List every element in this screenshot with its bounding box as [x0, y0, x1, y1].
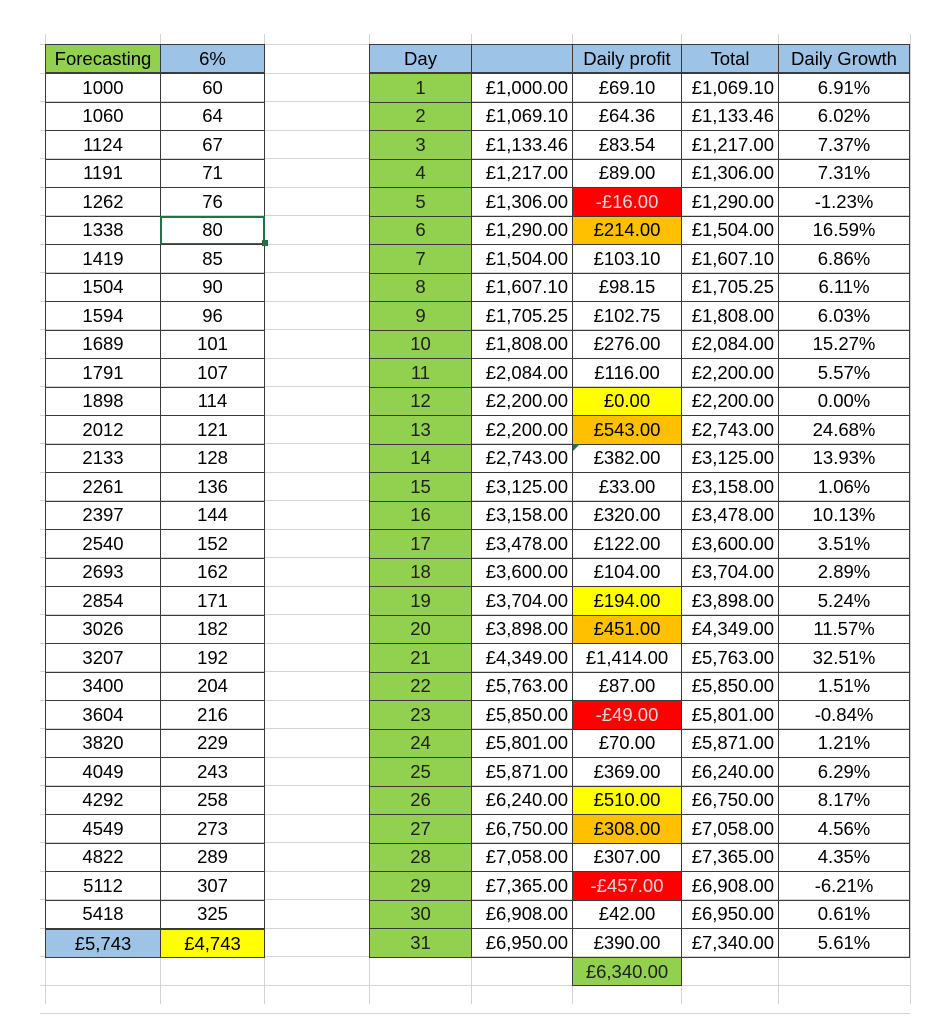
- daily-growth-cell[interactable]: 1.51%: [778, 672, 910, 702]
- percent-cell[interactable]: 273: [160, 814, 265, 844]
- total-cell[interactable]: £1,069.10: [681, 73, 779, 103]
- daily-profit-cell[interactable]: -£16.00: [572, 187, 682, 217]
- daily-growth-cell[interactable]: 6.91%: [778, 73, 910, 103]
- daily-profit-cell[interactable]: £1,414.00: [572, 643, 682, 673]
- forecast-cell[interactable]: 3820: [45, 729, 161, 759]
- day-cell[interactable]: 15: [369, 472, 472, 502]
- forecast-cell[interactable]: 2133: [45, 444, 161, 474]
- forecast-cell[interactable]: 4549: [45, 814, 161, 844]
- daily-profit-cell[interactable]: £307.00: [572, 843, 682, 873]
- start-balance-cell[interactable]: £1,705.25: [471, 301, 573, 331]
- total-cell[interactable]: £3,125.00: [681, 444, 779, 474]
- day-cell[interactable]: 23: [369, 700, 472, 730]
- start-balance-cell[interactable]: £1,217.00: [471, 159, 573, 189]
- forecast-cell[interactable]: 1898: [45, 387, 161, 417]
- start-balance-cell[interactable]: £1,000.00: [471, 73, 573, 103]
- forecast-cell[interactable]: 4049: [45, 757, 161, 787]
- daily-growth-cell[interactable]: 6.03%: [778, 301, 910, 331]
- total-cell[interactable]: £6,908.00: [681, 871, 779, 901]
- cell-note-indicator: [573, 444, 580, 451]
- start-balance-cell[interactable]: £2,084.00: [471, 358, 573, 388]
- header-total[interactable]: Total: [681, 44, 779, 73]
- forecast-cell[interactable]: 3400: [45, 672, 161, 702]
- daily-growth-cell[interactable]: 5.61%: [778, 928, 910, 958]
- day-cell[interactable]: 7: [369, 244, 472, 274]
- total-cell[interactable]: £1,306.00: [681, 159, 779, 189]
- daily-profit-cell[interactable]: £64.36: [572, 102, 682, 132]
- daily-profit-cell[interactable]: £33.00: [572, 472, 682, 502]
- daily-growth-cell[interactable]: -1.23%: [778, 187, 910, 217]
- total-cell[interactable]: £1,290.00: [681, 187, 779, 217]
- forecast-cell[interactable]: 1124: [45, 130, 161, 160]
- daily-growth-cell[interactable]: 15.27%: [778, 330, 910, 360]
- day-cell[interactable]: 29: [369, 871, 472, 901]
- daily-growth-cell[interactable]: 16.59%: [778, 216, 910, 246]
- daily-profit-cell[interactable]: £89.00: [572, 159, 682, 189]
- day-cell[interactable]: 12: [369, 387, 472, 417]
- day-cell[interactable]: 31: [369, 928, 472, 958]
- total-cell[interactable]: £3,704.00: [681, 558, 779, 588]
- start-balance-cell[interactable]: £3,704.00: [471, 586, 573, 616]
- header-daily-profit[interactable]: Daily profit: [572, 44, 682, 73]
- forecast-cell[interactable]: 1791: [45, 358, 161, 388]
- start-balance-cell[interactable]: £3,478.00: [471, 529, 573, 559]
- day-cell[interactable]: 18: [369, 558, 472, 588]
- forecast-cell[interactable]: 2012: [45, 415, 161, 445]
- day-cell[interactable]: 25: [369, 757, 472, 787]
- percent-cell[interactable]: 152: [160, 529, 265, 559]
- percent-cell[interactable]: 128: [160, 444, 265, 474]
- percent-cell[interactable]: 107: [160, 358, 265, 388]
- selection-fill-handle[interactable]: [262, 240, 268, 246]
- daily-growth-cell[interactable]: 10.13%: [778, 501, 910, 531]
- total-cell[interactable]: £7,058.00: [681, 814, 779, 844]
- day-cell[interactable]: 5: [369, 187, 472, 217]
- forecast-cell[interactable]: 3026: [45, 615, 161, 645]
- daily-growth-cell[interactable]: 5.57%: [778, 358, 910, 388]
- total-cell[interactable]: £1,808.00: [681, 301, 779, 331]
- forecast-cell[interactable]: 1504: [45, 273, 161, 303]
- daily-growth-cell[interactable]: 11.57%: [778, 615, 910, 645]
- day-cell[interactable]: 14: [369, 444, 472, 474]
- total-cell[interactable]: £6,240.00: [681, 757, 779, 787]
- daily-growth-cell[interactable]: 6.86%: [778, 244, 910, 274]
- percent-cell[interactable]: 76: [160, 187, 265, 217]
- header-daily-growth[interactable]: Daily Growth: [778, 44, 910, 73]
- daily-profit-cell[interactable]: £308.00: [572, 814, 682, 844]
- percent-cell[interactable]: 258: [160, 786, 265, 816]
- daily-profit-cell[interactable]: £543.00: [572, 415, 682, 445]
- forecast-cell[interactable]: 4292: [45, 786, 161, 816]
- day-cell[interactable]: 21: [369, 643, 472, 673]
- forecast-cell[interactable]: 2540: [45, 529, 161, 559]
- start-balance-cell[interactable]: £5,801.00: [471, 729, 573, 759]
- percent-cell[interactable]: 64: [160, 102, 265, 132]
- total-cell[interactable]: £2,084.00: [681, 330, 779, 360]
- total-cell[interactable]: £4,349.00: [681, 615, 779, 645]
- percent-cell[interactable]: 96: [160, 301, 265, 331]
- daily-growth-cell[interactable]: 6.02%: [778, 102, 910, 132]
- start-balance-cell[interactable]: £5,850.00: [471, 700, 573, 730]
- header-percent[interactable]: 6%: [160, 44, 265, 73]
- day-cell[interactable]: 26: [369, 786, 472, 816]
- daily-profit-cell[interactable]: £451.00: [572, 615, 682, 645]
- daily-profit-cell[interactable]: £87.00: [572, 672, 682, 702]
- daily-profit-cell[interactable]: £214.00: [572, 216, 682, 246]
- daily-growth-cell[interactable]: 5.24%: [778, 586, 910, 616]
- start-balance-cell[interactable]: £1,504.00: [471, 244, 573, 274]
- header-start-balance[interactable]: [471, 44, 573, 73]
- start-balance-cell[interactable]: £5,763.00: [471, 672, 573, 702]
- total-cell[interactable]: £3,478.00: [681, 501, 779, 531]
- day-cell[interactable]: 3: [369, 130, 472, 160]
- forecast-cell[interactable]: 1594: [45, 301, 161, 331]
- daily-growth-cell[interactable]: 32.51%: [778, 643, 910, 673]
- day-cell[interactable]: 22: [369, 672, 472, 702]
- forecast-cell[interactable]: 2693: [45, 558, 161, 588]
- start-balance-cell[interactable]: £3,898.00: [471, 615, 573, 645]
- daily-profit-cell[interactable]: £320.00: [572, 501, 682, 531]
- day-cell[interactable]: 30: [369, 900, 472, 930]
- daily-profit-cell[interactable]: £102.75: [572, 301, 682, 331]
- percent-cell[interactable]: 307: [160, 871, 265, 901]
- forecast-cell[interactable]: 3604: [45, 700, 161, 730]
- daily-growth-cell[interactable]: 3.51%: [778, 529, 910, 559]
- total-cell[interactable]: £6,950.00: [681, 900, 779, 930]
- percent-cell[interactable]: 60: [160, 73, 265, 103]
- day-cell[interactable]: 4: [369, 159, 472, 189]
- percent-cell[interactable]: 289: [160, 843, 265, 873]
- forecast-cell[interactable]: 5418: [45, 900, 161, 930]
- start-balance-cell[interactable]: £7,365.00: [471, 871, 573, 901]
- daily-growth-cell[interactable]: 7.37%: [778, 130, 910, 160]
- total-cell[interactable]: £6,750.00: [681, 786, 779, 816]
- daily-profit-cell[interactable]: £83.54: [572, 130, 682, 160]
- forecast-cell[interactable]: 1338: [45, 216, 161, 246]
- daily-growth-cell[interactable]: 2.89%: [778, 558, 910, 588]
- daily-profit-cell[interactable]: £122.00: [572, 529, 682, 559]
- day-cell[interactable]: 16: [369, 501, 472, 531]
- percent-cell[interactable]: 114: [160, 387, 265, 417]
- forecast-cell[interactable]: 1419: [45, 244, 161, 274]
- start-balance-cell[interactable]: £3,125.00: [471, 472, 573, 502]
- day-cell[interactable]: 8: [369, 273, 472, 303]
- percent-cell[interactable]: 144: [160, 501, 265, 531]
- percent-cell[interactable]: 90: [160, 273, 265, 303]
- gridline-horizontal: [40, 985, 910, 986]
- forecast-cell[interactable]: 4822: [45, 843, 161, 873]
- day-cell[interactable]: 11: [369, 358, 472, 388]
- day-cell[interactable]: 27: [369, 814, 472, 844]
- start-balance-cell[interactable]: £6,950.00: [471, 928, 573, 958]
- daily-profit-cell[interactable]: £70.00: [572, 729, 682, 759]
- day-cell[interactable]: 13: [369, 415, 472, 445]
- forecast-cell[interactable]: 1060: [45, 102, 161, 132]
- daily-profit-cell[interactable]: -£457.00: [572, 871, 682, 901]
- daily-profit-cell[interactable]: £103.10: [572, 244, 682, 274]
- total-cell[interactable]: £3,158.00: [681, 472, 779, 502]
- daily-growth-cell[interactable]: 7.31%: [778, 159, 910, 189]
- start-balance-cell[interactable]: £2,200.00: [471, 415, 573, 445]
- total-cell[interactable]: £5,871.00: [681, 729, 779, 759]
- total-cell[interactable]: £5,801.00: [681, 700, 779, 730]
- start-balance-cell[interactable]: £1,290.00: [471, 216, 573, 246]
- total-cell[interactable]: £1,133.46: [681, 102, 779, 132]
- daily-profit-cell[interactable]: £510.00: [572, 786, 682, 816]
- percent-cell[interactable]: 216: [160, 700, 265, 730]
- daily-profit-cell[interactable]: £390.00: [572, 928, 682, 958]
- daily-profit-cell[interactable]: £104.00: [572, 558, 682, 588]
- start-balance-cell[interactable]: £1,808.00: [471, 330, 573, 360]
- daily-growth-cell[interactable]: 1.06%: [778, 472, 910, 502]
- forecast-cell[interactable]: 5112: [45, 871, 161, 901]
- daily-profit-cell[interactable]: £276.00: [572, 330, 682, 360]
- gridline-horizontal: [40, 1013, 910, 1014]
- day-cell[interactable]: 28: [369, 843, 472, 873]
- forecast-cell[interactable]: 2854: [45, 586, 161, 616]
- percent-cell[interactable]: 136: [160, 472, 265, 502]
- forecast-total[interactable]: £5,743: [45, 929, 161, 958]
- daily-growth-cell[interactable]: 8.17%: [778, 786, 910, 816]
- daily-profit-cell[interactable]: £0.00: [572, 387, 682, 417]
- start-balance-cell[interactable]: £6,240.00: [471, 786, 573, 816]
- daily-profit-cell[interactable]: £194.00: [572, 586, 682, 616]
- daily-growth-cell[interactable]: -0.84%: [778, 700, 910, 730]
- total-cell[interactable]: £5,850.00: [681, 672, 779, 702]
- total-cell[interactable]: £1,705.25: [681, 273, 779, 303]
- percent-cell[interactable]: 325: [160, 900, 265, 930]
- daily-profit-cell[interactable]: £382.00: [572, 444, 682, 474]
- day-cell[interactable]: 10: [369, 330, 472, 360]
- percent-cell[interactable]: 85: [160, 244, 265, 274]
- forecast-cell[interactable]: 1000: [45, 73, 161, 103]
- percent-cell[interactable]: 182: [160, 615, 265, 645]
- day-cell[interactable]: 17: [369, 529, 472, 559]
- start-balance-cell[interactable]: £2,743.00: [471, 444, 573, 474]
- daily-growth-cell[interactable]: 4.35%: [778, 843, 910, 873]
- forecast-cell[interactable]: 1191: [45, 159, 161, 189]
- daily-profit-cell[interactable]: £116.00: [572, 358, 682, 388]
- total-cell[interactable]: £2,743.00: [681, 415, 779, 445]
- start-balance-cell[interactable]: £3,158.00: [471, 501, 573, 531]
- forecast-cell[interactable]: 3207: [45, 643, 161, 673]
- daily-growth-cell[interactable]: 4.56%: [778, 814, 910, 844]
- daily-profit-cell[interactable]: -£49.00: [572, 700, 682, 730]
- percent-cell[interactable]: 171: [160, 586, 265, 616]
- percent-cell[interactable]: 121: [160, 415, 265, 445]
- daily-growth-cell[interactable]: 1.21%: [778, 729, 910, 759]
- day-cell[interactable]: 20: [369, 615, 472, 645]
- total-cell[interactable]: £1,217.00: [681, 130, 779, 160]
- percent-cell[interactable]: 71: [160, 159, 265, 189]
- total-cell[interactable]: £7,340.00: [681, 928, 779, 958]
- total-cell[interactable]: £7,365.00: [681, 843, 779, 873]
- percent-cell[interactable]: 101: [160, 330, 265, 360]
- day-cell[interactable]: 24: [369, 729, 472, 759]
- daily-growth-cell[interactable]: 24.68%: [778, 415, 910, 445]
- start-balance-cell[interactable]: £1,306.00: [471, 187, 573, 217]
- day-cell[interactable]: 2: [369, 102, 472, 132]
- daily-profit-cell[interactable]: £42.00: [572, 900, 682, 930]
- percent-cell[interactable]: 243: [160, 757, 265, 787]
- start-balance-cell[interactable]: £6,908.00: [471, 900, 573, 930]
- percent-cell[interactable]: 162: [160, 558, 265, 588]
- day-cell[interactable]: 6: [369, 216, 472, 246]
- gridline-vertical: [910, 34, 911, 1004]
- total-cell[interactable]: £5,763.00: [681, 643, 779, 673]
- day-cell[interactable]: 19: [369, 586, 472, 616]
- daily-profit-sum[interactable]: £6,340.00: [572, 957, 682, 986]
- total-cell[interactable]: £3,600.00: [681, 529, 779, 559]
- total-cell[interactable]: £1,504.00: [681, 216, 779, 246]
- day-cell[interactable]: 9: [369, 301, 472, 331]
- start-balance-cell[interactable]: £3,600.00: [471, 558, 573, 588]
- total-cell[interactable]: £3,898.00: [681, 586, 779, 616]
- start-balance-cell[interactable]: £5,871.00: [471, 757, 573, 787]
- daily-growth-cell[interactable]: 6.29%: [778, 757, 910, 787]
- header-day[interactable]: Day: [369, 44, 472, 73]
- start-balance-cell[interactable]: £7,058.00: [471, 843, 573, 873]
- forecast-cell[interactable]: 1689: [45, 330, 161, 360]
- percent-cell[interactable]: 229: [160, 729, 265, 759]
- forecast-cell[interactable]: 2397: [45, 501, 161, 531]
- day-cell[interactable]: 1: [369, 73, 472, 103]
- percent-cell[interactable]: 204: [160, 672, 265, 702]
- percent-cell[interactable]: 67: [160, 130, 265, 160]
- total-cell[interactable]: £1,607.10: [681, 244, 779, 274]
- daily-growth-cell[interactable]: 6.11%: [778, 273, 910, 303]
- start-balance-cell[interactable]: £1,069.10: [471, 102, 573, 132]
- start-balance-cell[interactable]: £1,133.46: [471, 130, 573, 160]
- start-balance-cell[interactable]: £1,607.10: [471, 273, 573, 303]
- daily-profit-cell[interactable]: £69.10: [572, 73, 682, 103]
- start-balance-cell[interactable]: £2,200.00: [471, 387, 573, 417]
- total-cell[interactable]: £2,200.00: [681, 358, 779, 388]
- percent-cell[interactable]: 192: [160, 643, 265, 673]
- daily-growth-cell[interactable]: 0.00%: [778, 387, 910, 417]
- header-forecasting[interactable]: Forecasting: [45, 44, 161, 73]
- daily-growth-cell[interactable]: 0.61%: [778, 900, 910, 930]
- forecast-cell[interactable]: 1262: [45, 187, 161, 217]
- percent-total[interactable]: £4,743: [160, 929, 265, 958]
- daily-growth-cell[interactable]: 13.93%: [778, 444, 910, 474]
- start-balance-cell[interactable]: £4,349.00: [471, 643, 573, 673]
- total-cell[interactable]: £2,200.00: [681, 387, 779, 417]
- daily-profit-cell[interactable]: £98.15: [572, 273, 682, 303]
- start-balance-cell[interactable]: £6,750.00: [471, 814, 573, 844]
- forecast-cell[interactable]: 2261: [45, 472, 161, 502]
- selected-percent-cell[interactable]: 80: [160, 216, 265, 246]
- daily-growth-cell[interactable]: -6.21%: [778, 871, 910, 901]
- daily-profit-cell[interactable]: £369.00: [572, 757, 682, 787]
